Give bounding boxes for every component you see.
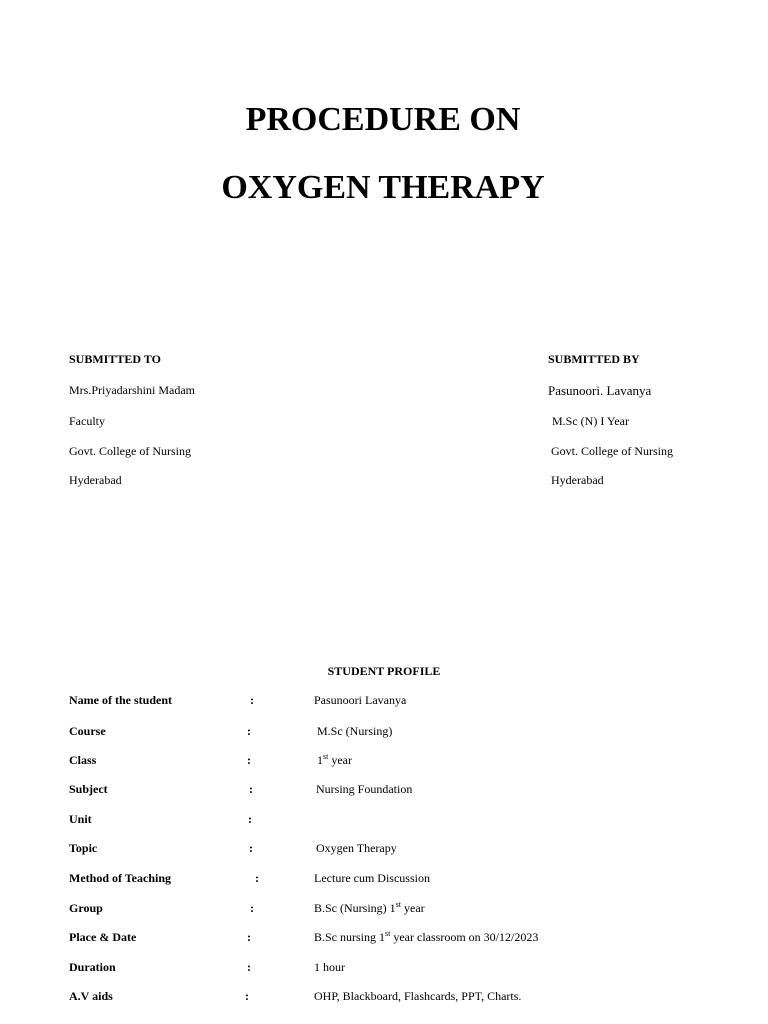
profile-separator: : <box>250 693 254 707</box>
profile-separator: : <box>249 841 253 855</box>
profile-value-duration: 1 hour <box>314 960 345 974</box>
profile-label-method: Method of Teaching <box>69 871 172 885</box>
submitted-to-name: Mrs.Priyadarshini Madam <box>69 383 195 397</box>
profile-label-av-aids: A.V aids <box>69 989 113 1003</box>
profile-row <box>0 930 768 946</box>
profile-value-class: 1st year <box>317 752 352 767</box>
profile-label-group: Group <box>69 901 103 915</box>
profile-separator: : <box>249 782 253 796</box>
profile-label-unit: Unit <box>69 812 92 826</box>
profile-label-place-date: Place & Date <box>69 930 137 944</box>
profile-label-subject: Subject <box>69 782 108 796</box>
profile-label-class: Class <box>69 753 97 767</box>
profile-separator: : <box>247 724 251 738</box>
profile-row <box>0 753 768 769</box>
profile-separator: : <box>248 812 252 826</box>
submitted-to-heading: SUBMITTED TO <box>69 352 161 366</box>
profile-row <box>0 841 768 857</box>
profile-row <box>0 812 768 828</box>
profile-separator: : <box>247 753 251 767</box>
document-title-line-1: PROCEDURE ON <box>245 101 521 138</box>
submitted-to-institution: Govt. College of Nursing <box>69 444 191 458</box>
profile-separator: : <box>247 960 251 974</box>
profile-value-place-date: B.Sc nursing 1st year classroom on 30/12/2023 <box>314 929 539 944</box>
profile-label-topic: Topic <box>69 841 98 855</box>
profile-label-name: Name of the student <box>69 693 172 707</box>
profile-row <box>0 871 768 887</box>
profile-separator: : <box>250 901 254 915</box>
student-profile-heading: STUDENT PROFILE <box>327 664 441 678</box>
profile-value-method: Lecture cum Discussion <box>314 871 430 885</box>
profile-separator: : <box>245 989 249 1003</box>
profile-value-topic: Oxygen Therapy <box>316 841 397 855</box>
profile-value-name: Pasunoori Lavanya <box>314 693 407 707</box>
profile-row <box>0 724 768 740</box>
submitted-by-city: Hyderabad <box>551 473 604 487</box>
submitted-by-institution: Govt. College of Nursing <box>551 444 673 458</box>
submitted-to-designation: Faculty <box>69 414 105 428</box>
profile-value-av-aids: OHP, Blackboard, Flashcards, PPT, Charts. <box>314 989 522 1003</box>
submitted-by-heading: SUBMITTED BY <box>548 352 640 366</box>
profile-row <box>0 693 768 709</box>
profile-value-course: M.Sc (Nursing) <box>317 724 393 738</box>
profile-value-group: B.Sc (Nursing) 1st year <box>314 900 425 915</box>
profile-value-subject: Nursing Foundation <box>316 782 413 796</box>
document-title-line-2: OXYGEN THERAPY <box>221 169 545 206</box>
profile-label-course: Course <box>69 724 106 738</box>
submitted-by-course: M.Sc (N) I Year <box>552 414 629 428</box>
profile-row <box>0 960 768 976</box>
profile-row <box>0 782 768 798</box>
submitted-by-name: Pasunoori. Lavanya <box>548 383 652 398</box>
profile-separator: : <box>255 871 259 885</box>
profile-separator: : <box>247 930 251 944</box>
profile-row <box>0 989 768 1005</box>
submitted-to-city: Hyderabad <box>69 473 122 487</box>
profile-label-duration: Duration <box>69 960 116 974</box>
profile-row <box>0 901 768 917</box>
